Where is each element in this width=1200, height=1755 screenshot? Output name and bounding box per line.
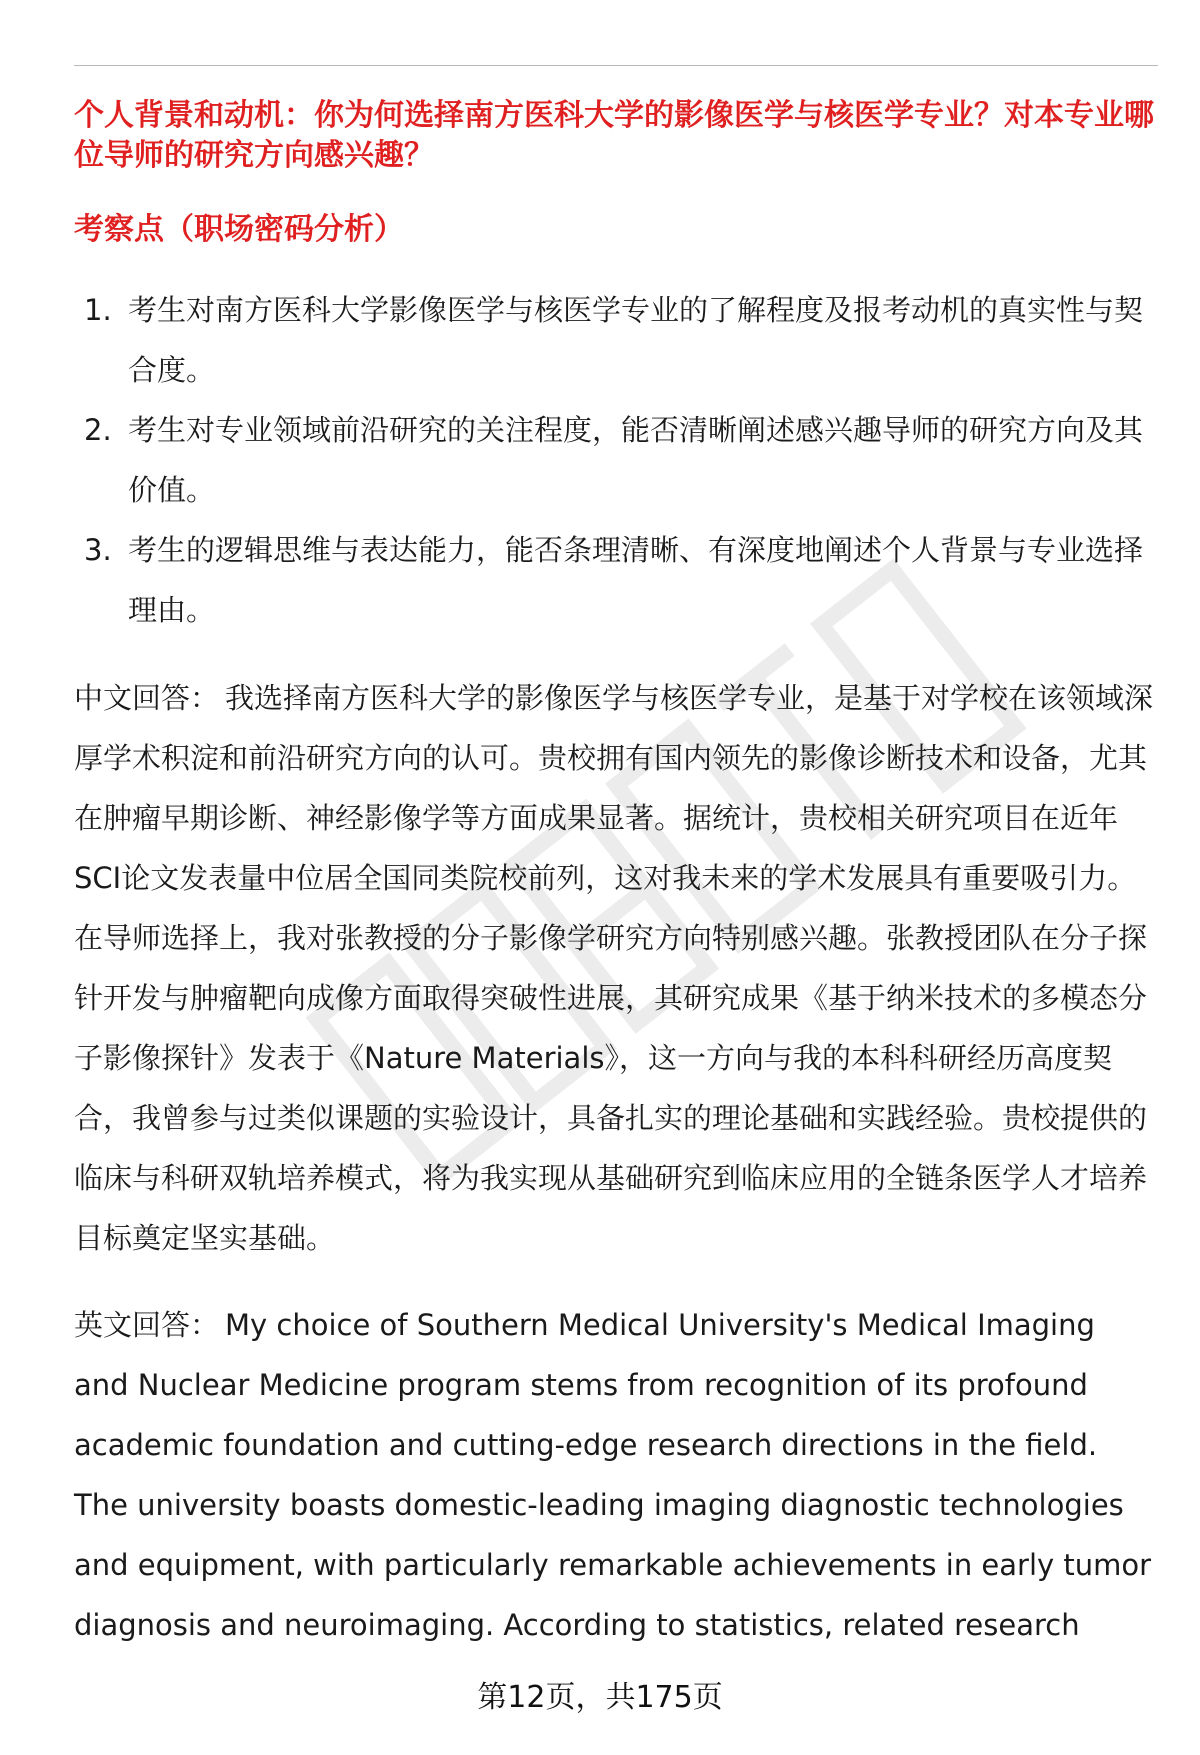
chinese-answer-label: 中文回答： [74, 681, 220, 715]
page-number: 第12页，共175页 [477, 1680, 723, 1715]
assessment-points-list [74, 280, 1158, 640]
point-number: 2. [84, 413, 112, 447]
point-text: 考生对专业领域前沿研究的关注程度，能否清晰阐述感兴趣导师的研究方向及其价值。 [128, 413, 1144, 507]
chinese-answer [74, 668, 1158, 1268]
point-number: 1. [84, 293, 112, 327]
assessment-point-2 [74, 400, 1158, 520]
english-answer [74, 1295, 1158, 1655]
english-answer-label: 英文回答： [74, 1308, 220, 1342]
assessment-points-heading: 考察点（职场密码分析） [74, 212, 404, 247]
english-answer-text: My choice of Southern Medical University's Medical Imaging and Nuclear Medicine program stems from recognition of its profound academic foundation and cutting-edge research directions in the field. The university boasts domestic-leading imaging diagnostic technologies and equipment, with particularly remarkable achievements in early tumor diagnosis and neuroimaging. According to statistics, related research [74, 1308, 1152, 1642]
point-text: 考生的逻辑思维与表达能力，能否条理清晰、有深度地阐述个人背景与专业选择理由。 [128, 533, 1144, 627]
point-text: 考生对南方医科大学影像医学与核医学专业的了解程度及报考动机的真实性与契合度。 [128, 293, 1144, 387]
top-divider [74, 65, 1158, 66]
question-heading: 个人背景和动机：你为何选择南方医科大学的影像医学与核医学专业？对本专业哪位导师的研究方向感兴趣？ [74, 98, 1154, 173]
assessment-point-1 [74, 280, 1158, 400]
chinese-answer-text: 我选择南方医科大学的影像医学与核医学专业，是基于对学校在该领域深厚学术积淀和前沿研究方向的认可。贵校拥有国内领先的影像诊断技术和设备，尤其在肿瘤早期诊断、神经影像学等方面成果显著。据统计，贵校相关研究项目在近年SCI论文发表量中位居全国同类院校前列，这对我未来的学术发展具有重要吸引力。在导师选择上，我对张教授的分子影像学研究方向特别感兴趣。张教授团队在分子探针开发与肿瘤靶向成像方面取得突破性进展，其研究成果《基于纳米技术的多模态分子影像探针》发表于《Nature Materials》，这一方向与我的本科科研经历高度契合，我曾参与过类似课题的实验设计，具备扎实的理论基础和实践经验。贵校提供的临床与科研双轨培养模式，将为我实现从基础研究到临床应用的全链条医学人才培养目标奠定坚实基础。 [74, 681, 1154, 1255]
assessment-point-3 [74, 520, 1158, 640]
point-number: 3. [84, 533, 112, 567]
